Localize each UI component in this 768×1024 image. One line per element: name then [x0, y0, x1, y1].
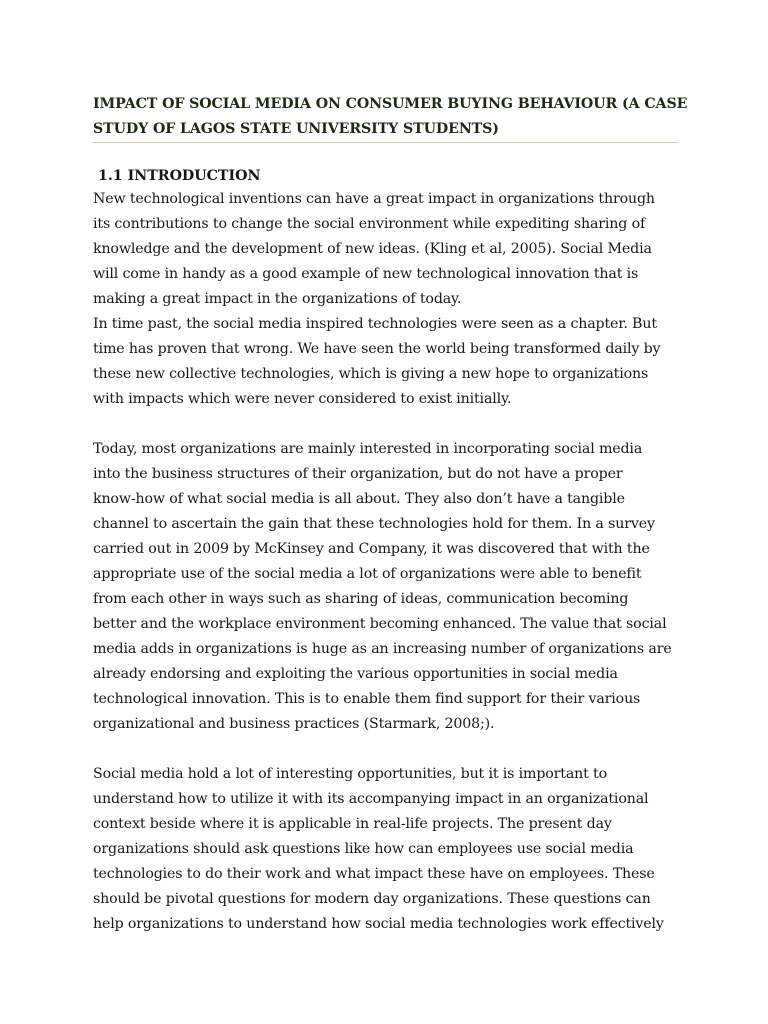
document-title — [93, 92, 688, 141]
text-line: media adds in organizations is huge as an increasing number of organizations are — [93, 641, 672, 657]
text-line: context beside where it is applicable in real-life projects. The present day — [93, 816, 612, 832]
text-line: technologies to do their work and what impact these have on employees. These — [93, 866, 655, 882]
text-line: will come in handy as a good example of new technological innovation that is — [93, 266, 639, 282]
document-title-line: IMPACT OF SOCIAL MEDIA ON CONSUMER BUYING BEHAVIOUR (A CASE — [93, 96, 688, 112]
text-line: Today, most organizations are mainly interested in incorporating social media — [93, 441, 643, 457]
text-line: help organizations to understand how social media technologies work effectively — [93, 916, 664, 932]
document-title-line: STUDY OF LAGOS STATE UNIVERSITY STUDENTS) — [93, 120, 499, 137]
text-line: New technological inventions can have a great impact in organizations through — [93, 191, 655, 207]
text-line: with impacts which were never considered to exist initially. — [93, 391, 512, 407]
paragraph-gap — [93, 737, 678, 762]
paragraph-1 — [93, 187, 678, 312]
text-line: Social media hold a lot of interesting opportunities, but it is important to — [93, 766, 607, 782]
text-line: making a great impact in the organizations of today. — [93, 291, 462, 307]
text-line: channel to ascertain the gain that these technologies hold for them. In a survey — [93, 516, 655, 532]
section-heading: 1.1 INTRODUCTION — [98, 168, 261, 184]
text-line: these new collective technologies, which is giving a new hope to organizations — [93, 366, 649, 382]
paragraph-2 — [93, 312, 678, 412]
text-line: organizations should ask questions like how can employees use social media — [93, 841, 634, 857]
text-line: should be pivotal questions for modern day organizations. These questions can — [93, 891, 651, 907]
text-line: already endorsing and exploiting the various opportunities in social media — [93, 666, 618, 682]
text-line: its contributions to change the social environment while expediting sharing of — [93, 216, 646, 232]
text-line: understand how to utilize it with its accompanying impact in an organizational — [93, 791, 649, 807]
text-line: knowledge and the development of new ideas. (Kling et al, 2005). Social Media — [93, 241, 652, 257]
document-body — [93, 187, 678, 937]
text-line: In time past, the social media inspired technologies were seen as a chapter. But — [93, 316, 657, 332]
paragraph-3 — [93, 437, 678, 737]
text-line: better and the workplace environment becoming enhanced. The value that social — [93, 616, 667, 632]
text-line: time has proven that wrong. We have seen the world being transformed daily by — [93, 341, 661, 357]
text-line: carried out in 2009 by McKinsey and Company, it was discovered that with the — [93, 541, 650, 557]
text-line: appropriate use of the social media a lot of organizations were able to benefit — [93, 566, 642, 582]
text-line: organizational and business practices (Starmark, 2008;). — [93, 716, 495, 732]
text-line: know-how of what social media is all about. They also don’t have a tangible — [93, 491, 625, 507]
text-line: from each other in ways such as sharing of ideas, communication becoming — [93, 591, 629, 607]
paragraph-gap — [93, 412, 678, 437]
text-line: technological innovation. This is to enable them find support for their various — [93, 691, 641, 707]
paragraph-4 — [93, 762, 678, 937]
title-divider — [93, 142, 678, 143]
text-line: into the business structures of their organization, but do not have a proper — [93, 466, 623, 482]
